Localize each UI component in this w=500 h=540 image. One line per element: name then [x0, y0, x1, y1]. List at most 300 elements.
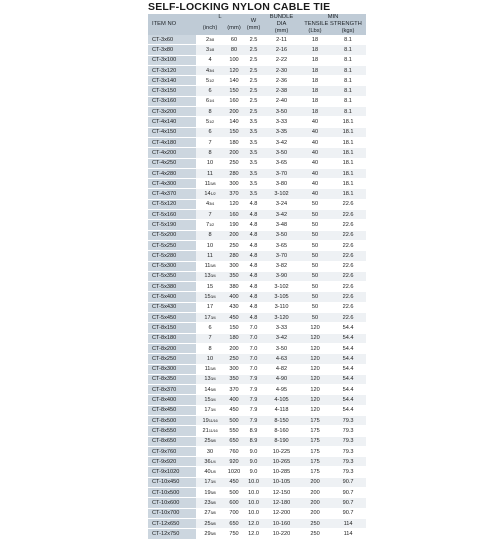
- inch-whole: 27: [204, 510, 211, 517]
- inch-fraction: 5/8: [210, 263, 216, 269]
- length-mm-cell: 920: [224, 457, 244, 467]
- inch-whole: 7: [208, 211, 212, 218]
- tensile-lbs-cell: 50: [300, 302, 330, 312]
- tensile-kgs-cell: 114: [330, 518, 366, 528]
- table-row: [148, 405, 366, 415]
- length-inch-cell: [196, 127, 224, 137]
- inch-fraction: 3/4: [210, 397, 216, 403]
- tensile-lbs-cell: 50: [300, 210, 330, 220]
- width-cell: 2.5: [244, 86, 263, 96]
- table-row: [148, 395, 366, 405]
- header-lbs: (Lbs): [308, 28, 322, 34]
- table-row: [148, 76, 366, 86]
- length-mm-cell: 280: [224, 251, 244, 261]
- width-cell: 4.8: [244, 230, 263, 240]
- item-no-cell: CT-8x200: [148, 343, 196, 353]
- length-mm-cell: 60: [224, 35, 244, 45]
- header-item-no: ITEM NO: [148, 14, 196, 35]
- bundle-dia-cell: 10-220: [263, 529, 300, 539]
- tensile-lbs-cell: 175: [300, 415, 330, 425]
- item-no-cell: CT-8x400: [148, 395, 196, 405]
- tensile-kgs-cell: 54.4: [330, 374, 366, 384]
- tensile-lbs-cell: 50: [300, 240, 330, 250]
- table-row: [148, 168, 366, 178]
- inch-fraction: 3/4: [209, 67, 215, 73]
- table-row: [148, 323, 366, 333]
- width-cell: 2.5: [244, 45, 263, 55]
- length-inch-cell: [196, 240, 224, 250]
- width-cell: 12.0: [244, 529, 263, 539]
- tensile-kgs-cell: 22.6: [330, 292, 366, 302]
- table-row: [148, 148, 366, 158]
- tensile-lbs-cell: 50: [300, 313, 330, 323]
- inch-whole: 19: [202, 417, 209, 424]
- inch-whole: 17: [204, 479, 211, 486]
- width-cell: 4.8: [244, 210, 263, 220]
- bundle-dia-cell: 3-102: [263, 282, 300, 292]
- inch-whole: 17: [206, 304, 214, 311]
- inch-whole: 15: [204, 397, 211, 404]
- table-row: [148, 86, 366, 96]
- width-cell: 7.9: [244, 385, 263, 395]
- length-inch-cell: [196, 292, 224, 302]
- width-cell: 9.0: [244, 457, 263, 467]
- width-cell: 2.5: [244, 96, 263, 106]
- header-w: [244, 14, 263, 35]
- length-mm-cell: 250: [224, 158, 244, 168]
- table-row: [148, 220, 366, 230]
- inch-fraction: 3/4: [210, 273, 216, 279]
- item-no-cell: CT-8x350: [148, 374, 196, 384]
- table-row: [148, 343, 366, 353]
- length-mm-cell: 160: [224, 96, 244, 106]
- inch-whole: 13: [204, 376, 211, 383]
- tensile-kgs-cell: 22.6: [330, 210, 366, 220]
- length-inch-cell: [196, 467, 224, 477]
- bundle-dia-cell: 4-105: [263, 395, 300, 405]
- tensile-lbs-cell: 200: [300, 498, 330, 508]
- header-dia-unit: (mm): [274, 28, 289, 34]
- inch-whole: 8: [208, 149, 212, 156]
- item-no-cell: CT-5x160: [148, 210, 196, 220]
- inch-whole: 15: [206, 283, 214, 290]
- length-mm-cell: 190: [224, 220, 244, 230]
- inch-whole: 23: [204, 500, 211, 506]
- tensile-lbs-cell: 40: [300, 189, 330, 199]
- tensile-lbs-cell: 175: [300, 467, 330, 477]
- width-cell: 4.8: [244, 251, 263, 261]
- inch-whole: 25: [204, 438, 211, 445]
- inch-whole: 14: [204, 386, 211, 393]
- tensile-kgs-cell: 79.3: [330, 446, 366, 456]
- table-row: [148, 488, 366, 498]
- tensile-kgs-cell: 90.7: [330, 508, 366, 518]
- length-mm-cell: 450: [224, 313, 244, 323]
- tensile-kgs-cell: 8.1: [330, 35, 366, 45]
- width-cell: 10.0: [244, 508, 263, 518]
- item-no-cell: CT-9x1020: [148, 467, 196, 477]
- inch-whole: 6: [208, 88, 212, 95]
- tensile-kgs-cell: 54.4: [330, 395, 366, 405]
- bundle-dia-cell: 2-30: [263, 65, 300, 75]
- inch-fraction: 1/8: [209, 46, 215, 52]
- item-no-cell: CT-8x370: [148, 385, 196, 395]
- length-mm-cell: 400: [224, 395, 244, 405]
- length-mm-cell: 600: [224, 498, 244, 508]
- item-no-cell: CT-10x450: [148, 477, 196, 487]
- width-cell: 7.0: [244, 364, 263, 374]
- inch-whole: 4: [208, 57, 212, 64]
- table-row: [148, 55, 366, 65]
- width-cell: 3.5: [244, 168, 263, 178]
- length-mm-cell: 120: [224, 65, 244, 75]
- length-inch-cell: [196, 385, 224, 395]
- table-row: [148, 518, 366, 528]
- bundle-dia-cell: 3-90: [263, 271, 300, 281]
- bundle-dia-cell: 3-35: [263, 127, 300, 137]
- item-no-cell: CT-4x370: [148, 189, 196, 199]
- width-cell: 4.8: [244, 199, 263, 209]
- length-mm-cell: 300: [224, 364, 244, 374]
- tensile-lbs-cell: 120: [300, 385, 330, 395]
- length-inch-cell: [196, 45, 224, 55]
- width-cell: 7.0: [244, 354, 263, 364]
- item-no-cell: CT-10x700: [148, 508, 196, 518]
- width-cell: 3.5: [244, 117, 263, 127]
- inch-fraction: 5/8: [210, 500, 216, 505]
- tensile-lbs-cell: 50: [300, 261, 330, 271]
- length-mm-cell: 200: [224, 230, 244, 240]
- tensile-lbs-cell: 18: [300, 96, 330, 106]
- bundle-dia-cell: 3-105: [263, 292, 300, 302]
- width-cell: 7.9: [244, 405, 263, 415]
- table-row: [148, 364, 366, 374]
- length-inch-cell: [196, 230, 224, 240]
- table-row: [148, 271, 366, 281]
- tensile-lbs-cell: 200: [300, 477, 330, 487]
- item-no-cell: CT-3x60: [148, 35, 196, 45]
- header-dia: [263, 21, 300, 35]
- length-mm-cell: 250: [224, 240, 244, 250]
- tensile-lbs-cell: 120: [300, 395, 330, 405]
- bundle-dia-cell: 12-150: [263, 488, 300, 498]
- inch-whole: 30: [206, 448, 214, 455]
- inch-whole: 19: [204, 489, 211, 496]
- bundle-dia-cell: 8-160: [263, 426, 300, 436]
- width-cell: 4.8: [244, 240, 263, 250]
- length-mm-cell: 350: [224, 271, 244, 281]
- tensile-lbs-cell: 120: [300, 405, 330, 415]
- width-cell: 3.5: [244, 158, 263, 168]
- width-cell: 8.9: [244, 436, 263, 446]
- inch-whole: 13: [204, 273, 211, 280]
- bundle-dia-cell: 4-82: [263, 364, 300, 374]
- tensile-lbs-cell: 18: [300, 35, 330, 45]
- inch-fraction: 1/2: [209, 221, 215, 227]
- item-no-cell: CT-8x550: [148, 426, 196, 436]
- table-row: [148, 477, 366, 487]
- inch-whole: 2: [205, 36, 210, 43]
- tensile-kgs-cell: 8.1: [330, 45, 366, 55]
- item-no-cell: CT-4x280: [148, 168, 196, 178]
- length-inch-cell: [196, 313, 224, 323]
- tensile-lbs-cell: 40: [300, 168, 330, 178]
- length-inch-cell: [196, 189, 224, 199]
- length-inch-cell: [196, 137, 224, 147]
- tensile-kgs-cell: 90.7: [330, 477, 366, 487]
- length-inch-cell: [196, 457, 224, 467]
- item-no-cell: CT-5x250: [148, 240, 196, 250]
- item-no-cell: CT-8x250: [148, 354, 196, 364]
- width-cell: 3.5: [244, 179, 263, 189]
- tensile-kgs-cell: 54.4: [330, 333, 366, 343]
- inch-whole: 4: [205, 67, 210, 74]
- length-inch-cell: [196, 158, 224, 168]
- tensile-kgs-cell: 90.7: [330, 488, 366, 498]
- length-mm-cell: 500: [224, 488, 244, 498]
- tensile-kgs-cell: 22.6: [330, 240, 366, 250]
- inch-fraction: 5/8: [210, 510, 216, 516]
- item-no-cell: CT-5x380: [148, 282, 196, 292]
- tensile-kgs-cell: 18.1: [330, 137, 366, 147]
- tensile-kgs-cell: 54.4: [330, 354, 366, 364]
- item-no-cell: CT-12x750: [148, 529, 196, 539]
- tensile-lbs-cell: 120: [300, 374, 330, 384]
- inch-whole: 14: [204, 191, 211, 198]
- bundle-dia-cell: 10-225: [263, 446, 300, 456]
- inch-whole: 10: [206, 160, 214, 167]
- width-cell: 3.5: [244, 148, 263, 158]
- width-cell: 10.0: [244, 488, 263, 498]
- tensile-kgs-cell: 18.1: [330, 127, 366, 137]
- bundle-dia-cell: 2-11: [263, 35, 300, 45]
- length-inch-cell: [196, 107, 224, 117]
- length-mm-cell: 400: [224, 292, 244, 302]
- length-mm-cell: 150: [224, 86, 244, 96]
- inch-whole: 10: [206, 355, 214, 362]
- inch-fraction: 3/4: [209, 201, 215, 207]
- table-row: [148, 137, 366, 147]
- width-cell: 2.5: [244, 65, 263, 75]
- inch-whole: 36: [204, 458, 211, 465]
- inch-fraction: 5/8: [210, 489, 216, 495]
- length-inch-cell: [196, 508, 224, 518]
- tensile-lbs-cell: 50: [300, 271, 330, 281]
- length-mm-cell: 750: [224, 529, 244, 539]
- length-inch-cell: [196, 529, 224, 539]
- inch-whole: 5: [205, 119, 210, 126]
- bundle-dia-cell: 2-22: [263, 55, 300, 65]
- table-row: [148, 313, 366, 323]
- tensile-lbs-cell: 40: [300, 137, 330, 147]
- item-no-cell: CT-8x650: [148, 436, 196, 446]
- bundle-dia-cell: 3-42: [263, 333, 300, 343]
- tensile-lbs-cell: 175: [300, 457, 330, 467]
- length-inch-cell: [196, 323, 224, 333]
- width-cell: 7.9: [244, 374, 263, 384]
- length-mm-cell: 140: [224, 76, 244, 86]
- table-row: [148, 158, 366, 168]
- length-inch-cell: [196, 374, 224, 384]
- tensile-kgs-cell: 54.4: [330, 343, 366, 353]
- table-row: [148, 261, 366, 271]
- bundle-dia-cell: 4-118: [263, 405, 300, 415]
- header-l: L: [196, 14, 244, 21]
- tensile-lbs-cell: 18: [300, 45, 330, 55]
- table-row: [148, 302, 366, 312]
- inch-fraction: 3/4: [210, 407, 216, 413]
- table-row: [148, 189, 366, 199]
- item-no-cell: CT-9x920: [148, 457, 196, 467]
- tensile-kgs-cell: 79.3: [330, 436, 366, 446]
- width-cell: 2.5: [244, 35, 263, 45]
- bundle-dia-cell: 8-150: [263, 415, 300, 425]
- length-inch-cell: [196, 96, 224, 106]
- bundle-dia-cell: 4-90: [263, 374, 300, 384]
- inch-whole: 8: [208, 345, 212, 352]
- length-mm-cell: 450: [224, 405, 244, 415]
- tensile-lbs-cell: 18: [300, 76, 330, 86]
- item-no-cell: CT-3x150: [148, 86, 196, 96]
- item-no-cell: CT-3x200: [148, 107, 196, 117]
- table-row: [148, 374, 366, 384]
- tensile-lbs-cell: 50: [300, 251, 330, 261]
- item-no-cell: CT-3x100: [148, 55, 196, 65]
- table-row: [148, 127, 366, 137]
- tensile-kgs-cell: 90.7: [330, 498, 366, 508]
- item-no-cell: CT-3x140: [148, 76, 196, 86]
- header-tensile: [300, 21, 366, 35]
- bundle-dia-cell: 3-65: [263, 240, 300, 250]
- inch-fraction: 1/2: [210, 191, 216, 197]
- inch-fraction: 1/4: [209, 98, 215, 104]
- item-no-cell: CT-5x300: [148, 261, 196, 271]
- inch-fraction: 5/8: [210, 386, 216, 392]
- width-cell: 2.5: [244, 76, 263, 86]
- inch-whole: 11: [207, 252, 213, 259]
- table-row: [148, 385, 366, 395]
- inch-whole: 8: [208, 108, 212, 115]
- length-mm-cell: 200: [224, 107, 244, 117]
- inch-whole: 21: [202, 427, 209, 434]
- table-row: [148, 508, 366, 518]
- width-cell: 9.0: [244, 467, 263, 477]
- tensile-kgs-cell: 79.3: [330, 415, 366, 425]
- tensile-kgs-cell: 54.4: [330, 364, 366, 374]
- tensile-lbs-cell: 50: [300, 230, 330, 240]
- inch-whole: 6: [208, 129, 212, 136]
- bundle-dia-cell: 3-42: [263, 210, 300, 220]
- inch-fraction: 11/16: [208, 427, 218, 433]
- length-inch-cell: [196, 168, 224, 178]
- width-cell: 4.8: [244, 271, 263, 281]
- inch-whole: 7: [205, 221, 210, 228]
- tensile-lbs-cell: 18: [300, 65, 330, 75]
- inch-whole: 11: [207, 170, 213, 177]
- item-no-cell: CT-12x650: [148, 518, 196, 528]
- tensile-kgs-cell: 54.4: [330, 405, 366, 415]
- bundle-dia-cell: 3-82: [263, 261, 300, 271]
- length-inch-cell: [196, 395, 224, 405]
- length-mm-cell: 150: [224, 323, 244, 333]
- table-row: [148, 426, 366, 436]
- length-inch-cell: [196, 261, 224, 271]
- tensile-lbs-cell: 40: [300, 179, 330, 189]
- bundle-dia-cell: 3-48: [263, 220, 300, 230]
- spec-table-body: [148, 35, 366, 539]
- bundle-dia-cell: 3-70: [263, 251, 300, 261]
- length-inch-cell: [196, 86, 224, 96]
- length-inch-cell: [196, 415, 224, 425]
- tensile-lbs-cell: 50: [300, 292, 330, 302]
- length-inch-cell: [196, 35, 224, 45]
- width-cell: 10.0: [244, 498, 263, 508]
- item-no-cell: CT-5x400: [148, 292, 196, 302]
- item-no-cell: CT-4x180: [148, 137, 196, 147]
- length-mm-cell: 700: [224, 508, 244, 518]
- tensile-lbs-cell: 18: [300, 55, 330, 65]
- length-inch-cell: [196, 210, 224, 220]
- table-row: [148, 251, 366, 261]
- tensile-kgs-cell: 18.1: [330, 189, 366, 199]
- width-cell: 3.5: [244, 127, 263, 137]
- tensile-kgs-cell: 18.1: [330, 117, 366, 127]
- item-no-cell: CT-4x300: [148, 179, 196, 189]
- length-inch-cell: [196, 364, 224, 374]
- tensile-kgs-cell: 79.3: [330, 467, 366, 477]
- item-no-cell: CT-5x190: [148, 220, 196, 230]
- length-mm-cell: 160: [224, 210, 244, 220]
- header-kgs: (kgs): [341, 28, 355, 34]
- tensile-kgs-cell: 8.1: [330, 86, 366, 96]
- tensile-kgs-cell: 22.6: [330, 220, 366, 230]
- bundle-dia-cell: 12-200: [263, 508, 300, 518]
- inch-fraction: 5/8: [210, 520, 216, 526]
- length-inch-cell: [196, 76, 224, 86]
- inch-whole: 17: [204, 407, 211, 414]
- item-no-cell: CT-8x300: [148, 364, 196, 374]
- item-no-cell: CT-9x760: [148, 446, 196, 456]
- inch-whole: 29: [204, 530, 211, 537]
- length-inch-cell: [196, 354, 224, 364]
- table-row: [148, 498, 366, 508]
- bundle-dia-cell: 2-40: [263, 96, 300, 106]
- length-inch-cell: [196, 436, 224, 446]
- width-cell: 7.9: [244, 415, 263, 425]
- header-dia-label: DIA: [276, 21, 287, 27]
- inch-fraction: 5/8: [210, 366, 216, 372]
- length-mm-cell: 650: [224, 436, 244, 446]
- inch-whole: 3: [205, 46, 210, 53]
- item-no-cell: CT-4x250: [148, 158, 196, 168]
- bundle-dia-cell: 3-50: [263, 107, 300, 117]
- table-row: [148, 333, 366, 343]
- bundle-dia-cell: 3-50: [263, 343, 300, 353]
- length-inch-cell: [196, 518, 224, 528]
- bundle-dia-cell: 10-265: [263, 457, 300, 467]
- bundle-dia-cell: 10-160: [263, 518, 300, 528]
- tensile-kgs-cell: 8.1: [330, 107, 366, 117]
- item-no-cell: CT-4x200: [148, 148, 196, 158]
- item-no-cell: CT-8x150: [148, 323, 196, 333]
- length-inch-cell: [196, 498, 224, 508]
- tensile-kgs-cell: 114: [330, 529, 366, 539]
- inch-fraction: 1/8: [210, 469, 216, 475]
- length-inch-cell: [196, 251, 224, 261]
- width-cell: 3.5: [244, 137, 263, 147]
- length-mm-cell: 180: [224, 137, 244, 147]
- width-cell: 4.8: [244, 292, 263, 302]
